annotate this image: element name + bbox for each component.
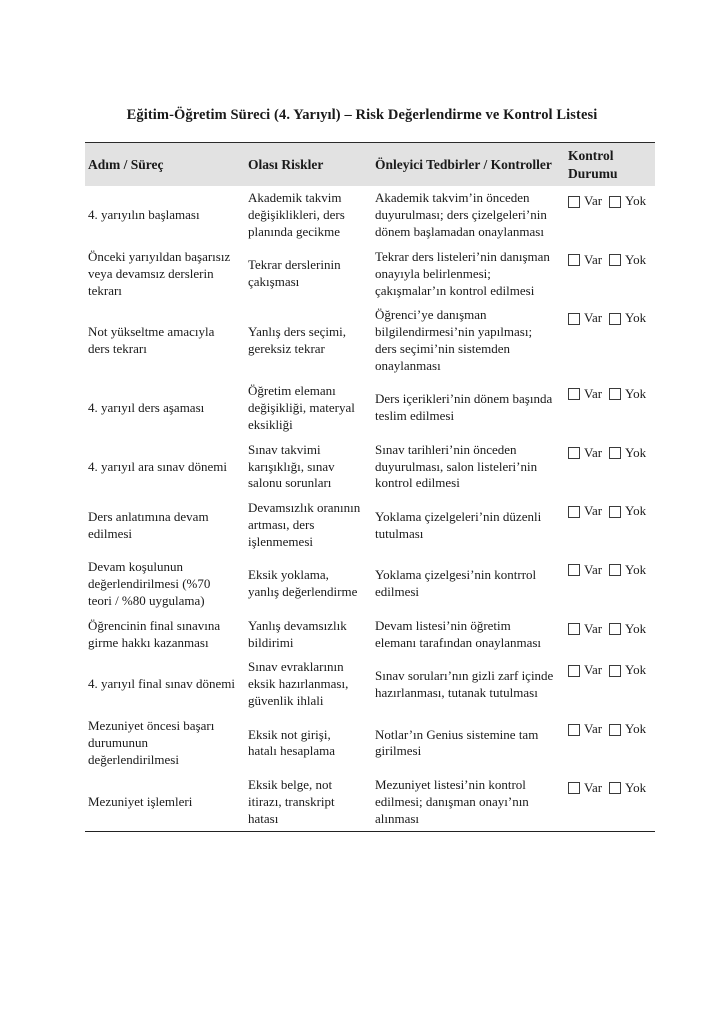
control-options xyxy=(568,780,646,797)
yok-checkbox[interactable] xyxy=(609,254,621,266)
yok-checkbox-label: Yok xyxy=(625,503,647,519)
yok-checkbox[interactable] xyxy=(609,724,621,736)
yok-checkbox-label: Yok xyxy=(625,721,647,737)
table-row xyxy=(85,245,655,304)
control-options xyxy=(568,562,646,579)
page-title: Eğitim-Öğretim Süreci (4. Yarıyıl) – Risk Değerlendirme ve Kontrol Listesi xyxy=(126,107,598,123)
yok-checkbox[interactable] xyxy=(609,564,621,576)
var-checkbox[interactable] xyxy=(568,388,580,400)
measure-cell: Yoklama çizelgesi’nin kontrrol edilmesi xyxy=(375,567,537,600)
risk-cell: Eksik belge, not itirazı, transkript hatası xyxy=(245,773,372,832)
measure-cell: Tekrar ders listeleri’nin danışman onayıyla belirlenmesi; çakışmalar’ın kontrol edilmesi xyxy=(375,248,550,298)
control-status-cell xyxy=(565,655,655,714)
risk-cell: Devamsızlık oranının artması, ders işlenmemesi xyxy=(248,500,361,550)
var-checkbox-label: Var xyxy=(584,193,603,209)
yok-checkbox-label: Yok xyxy=(625,193,647,209)
table-row xyxy=(85,186,655,245)
control-status-cell xyxy=(565,379,655,438)
var-checkbox-label: Var xyxy=(584,662,603,678)
control-options xyxy=(568,503,646,520)
control-options xyxy=(568,662,646,679)
risk-cell: Öğretim elemanı değişikliği, materyal eksikliği xyxy=(248,383,355,432)
control-status-cell xyxy=(565,438,655,497)
var-checkbox[interactable] xyxy=(568,447,580,459)
step-cell: Devam koşulunun değerlendirilmesi (%70 teori / %80 uygulama) xyxy=(88,559,211,608)
control-options xyxy=(568,193,646,210)
var-checkbox[interactable] xyxy=(568,665,580,677)
yok-checkbox-label: Yok xyxy=(625,620,647,636)
header-control-status: Kontrol Durumu xyxy=(565,143,655,187)
var-checkbox[interactable] xyxy=(568,724,580,736)
table-row xyxy=(85,379,655,438)
control-status-cell xyxy=(565,773,655,832)
control-status-cell xyxy=(565,303,655,379)
measure-cell: Mezuniyet listesi’nin kontrol edilmesi; danışman onayı’nın alınması xyxy=(372,773,565,832)
var-checkbox-label: Var xyxy=(584,721,603,737)
yok-checkbox-label: Yok xyxy=(625,251,647,267)
measure-cell: Yoklama çizelgeleri’nin düzenli tutulması xyxy=(375,508,542,541)
var-checkbox-label: Var xyxy=(584,251,603,267)
var-checkbox-label: Var xyxy=(584,620,603,636)
measure-cell: Sınav soruları’nın gizli zarf içinde hazırlanması, tutanak tutulması xyxy=(375,667,554,700)
var-checkbox-label: Var xyxy=(584,503,603,519)
var-checkbox[interactable] xyxy=(568,196,580,208)
var-checkbox[interactable] xyxy=(568,506,580,518)
step-cell: Önceki yarıyıldan başarısız veya devamsız derslerin tekrarı xyxy=(88,248,231,298)
yok-checkbox[interactable] xyxy=(609,313,621,325)
measure-cell: Sınav tarihleri’nin önceden duyurulması, salon listeleri’nin kontrol edilmesi xyxy=(375,441,538,491)
header-step: Adım / Süreç xyxy=(85,143,245,187)
control-options xyxy=(568,621,646,638)
control-options xyxy=(568,310,646,327)
step-cell: 4. yarıyıl final sınav dönemi xyxy=(88,676,235,692)
step-cell: Not yükseltme amacıyla ders tekrarı xyxy=(88,324,215,357)
control-status-cell xyxy=(565,496,655,555)
yok-checkbox[interactable] xyxy=(609,388,621,400)
var-checkbox-label: Var xyxy=(584,310,603,326)
header-risks: Olası Riskler xyxy=(245,143,372,187)
yok-checkbox-label: Yok xyxy=(625,310,647,326)
yok-checkbox[interactable] xyxy=(609,447,621,459)
control-status-cell xyxy=(565,614,655,656)
yok-checkbox[interactable] xyxy=(609,506,621,518)
var-checkbox[interactable] xyxy=(568,254,580,266)
var-checkbox[interactable] xyxy=(568,313,580,325)
yok-checkbox[interactable] xyxy=(609,196,621,208)
control-status-cell xyxy=(565,714,655,773)
table-row xyxy=(85,655,655,714)
control-status-cell xyxy=(565,245,655,304)
step-cell: 4. yarıyıl ara sınav dönemi xyxy=(88,458,227,474)
control-options xyxy=(568,445,646,462)
control-options xyxy=(568,386,646,403)
table-row xyxy=(85,496,655,555)
var-checkbox-label: Var xyxy=(584,562,603,578)
step-cell: Öğrencinin final sınavına girme hakkı kazanması xyxy=(88,617,221,650)
risk-cell: Yanlış ders seçimi, gereksiz tekrar xyxy=(248,324,346,357)
risk-cell: Eksik yoklama, yanlış değerlendirme xyxy=(248,567,358,600)
table-row xyxy=(85,438,655,497)
table-row xyxy=(85,714,655,773)
risk-cell: Akademik takvim değişiklikleri, ders planında gecikme xyxy=(248,190,345,239)
risk-cell: Yanlış devamsızlık bildirimi xyxy=(248,617,347,650)
var-checkbox[interactable] xyxy=(568,623,580,635)
risk-control-table xyxy=(85,142,655,832)
control-options xyxy=(568,252,646,269)
header-measures: Önleyici Tedbirler / Kontroller xyxy=(372,143,565,187)
yok-checkbox-label: Yok xyxy=(625,386,647,401)
control-status-cell xyxy=(565,186,655,245)
risk-cell: Sınav takvimi karışıklığı, sınav salonu sorunları xyxy=(248,441,335,491)
yok-checkbox[interactable] xyxy=(609,782,621,794)
yok-checkbox[interactable] xyxy=(609,665,621,677)
table-row xyxy=(85,555,655,614)
step-cell: 4. yarıyılın başlaması xyxy=(88,206,200,222)
yok-checkbox-label: Yok xyxy=(625,662,647,678)
risk-cell: Eksik not girişi, hatalı hesaplama xyxy=(248,726,335,759)
var-checkbox-label: Var xyxy=(584,444,603,460)
measure-cell: Notlar’ın Genius sistemine tam girilmesi xyxy=(375,726,539,759)
risk-cell: Sınav evraklarının eksik hazırlanması, güvenlik ihlali xyxy=(248,659,349,709)
table-row xyxy=(85,614,655,656)
risk-cell: Tekrar derslerinin çakışması xyxy=(248,257,341,290)
var-checkbox[interactable] xyxy=(568,782,580,794)
control-status-cell xyxy=(565,555,655,614)
step-cell: Mezuniyet işlemleri xyxy=(85,773,245,832)
yok-checkbox-label: Yok xyxy=(625,562,647,578)
var-checkbox-label: Var xyxy=(584,779,603,795)
measure-cell: Devam listesi’nin öğretim elemanı tarafından onaylanması xyxy=(375,617,542,650)
yok-checkbox-label: Yok xyxy=(625,444,647,460)
control-options xyxy=(568,721,646,738)
yok-checkbox-label: Yok xyxy=(625,779,647,795)
step-cell: Mezuniyet öncesi başarı durumunun değerlendirilmesi xyxy=(88,718,215,767)
table-header-row xyxy=(85,143,655,187)
var-checkbox-label: Var xyxy=(584,386,603,401)
step-cell: 4. yarıyıl ders aşaması xyxy=(88,399,205,415)
risk-table-body xyxy=(85,186,655,832)
measure-cell: Akademik takvim’in önceden duyurulması; ders çizelgeleri’nin dönem başlamadan onaylanması xyxy=(375,190,547,239)
yok-checkbox[interactable] xyxy=(609,623,621,635)
step-cell: Ders anlatımına devam edilmesi xyxy=(88,508,209,541)
table-row xyxy=(85,773,655,832)
var-checkbox[interactable] xyxy=(568,564,580,576)
measure-cell: Ders içerikleri’nin dönem başında teslim edilmesi xyxy=(375,391,553,424)
measure-cell: Öğrenci’ye danışman bilgilendirmesi’nin yapılması; ders seçimi’nin sistemden onaylanması xyxy=(375,307,533,374)
table-row xyxy=(85,303,655,379)
